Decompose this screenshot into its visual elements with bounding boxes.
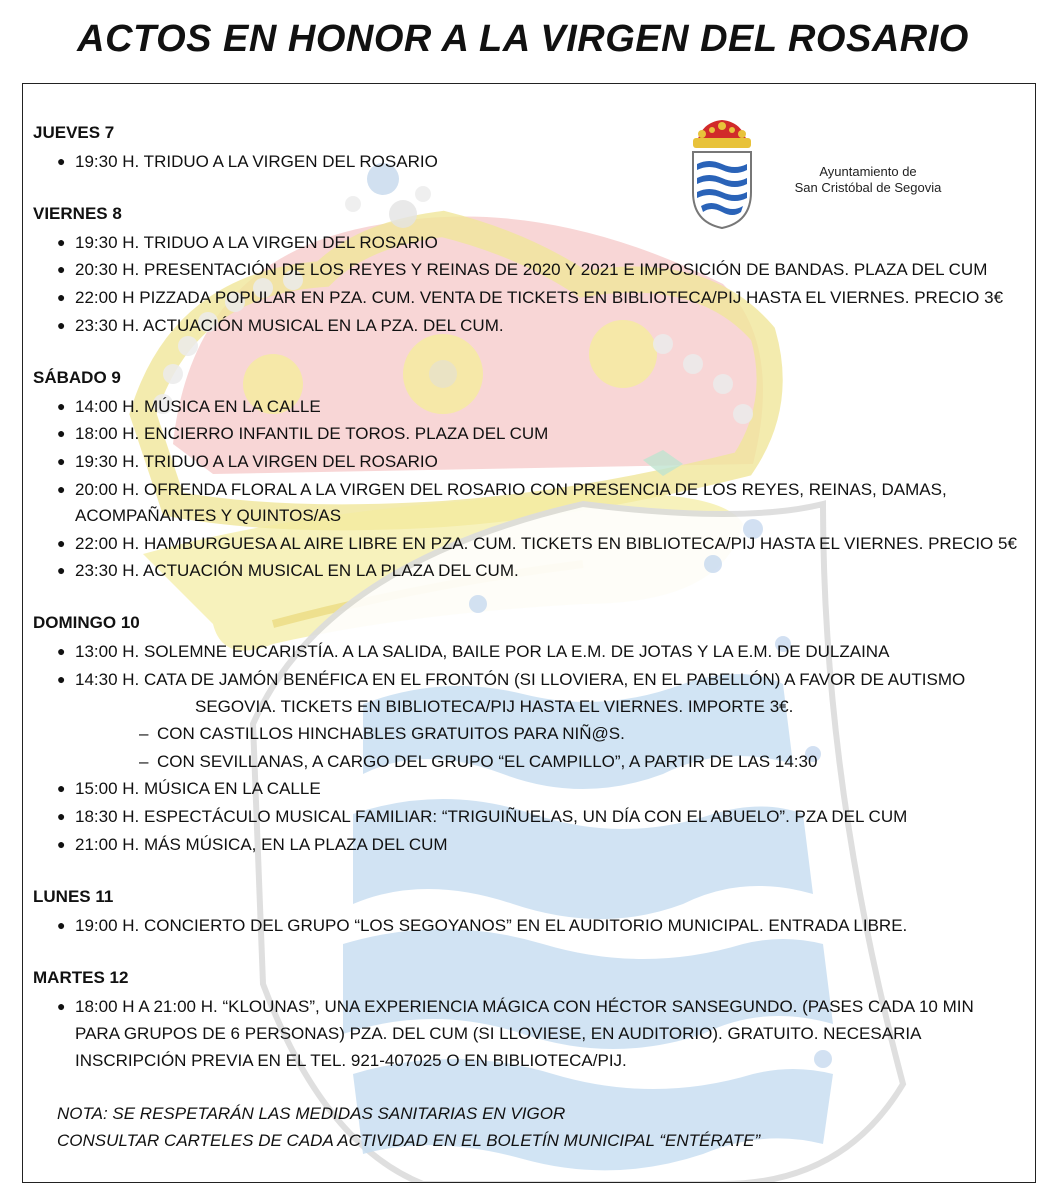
day-heading: MARTES 12 bbox=[33, 968, 129, 987]
bullet-icon: ● bbox=[57, 234, 66, 250]
list-item: 21:00 H. MÁS MÚSICA, EN LA PLAZA DEL CUM bbox=[75, 835, 448, 854]
list-item: 19:30 H. TRIDUO A LA VIRGEN DEL ROSARIO bbox=[75, 233, 438, 252]
list-item-continuation: ACOMPAÑANTES Y QUINTOS/AS bbox=[75, 506, 342, 525]
bullet-icon: ● bbox=[57, 671, 66, 687]
bullet-icon: ● bbox=[57, 836, 66, 852]
list-item-continuation: INSCRIPCIÓN PREVIA EN EL TEL. 921-407025 O EN BIBLIOTECA/PIJ. bbox=[75, 1051, 627, 1070]
sub-item: CON SEVILLANAS, A CARGO DEL GRUPO “EL CAMPILLO”, A PARTIR DE LAS 14:30 bbox=[157, 752, 818, 771]
bullet-icon: ● bbox=[57, 453, 66, 469]
bullet-icon: ● bbox=[57, 261, 66, 277]
day-heading: SÁBADO 9 bbox=[33, 368, 121, 387]
list-item: 20:00 H. OFRENDA FLORAL A LA VIRGEN DEL ROSARIO CON PRESENCIA DE LOS REYES, REINAS, DAMAS, bbox=[75, 480, 947, 499]
bullet-icon: ● bbox=[57, 425, 66, 441]
bullet-icon: ● bbox=[57, 317, 66, 333]
bullet-icon: ● bbox=[57, 562, 66, 578]
day-heading: LUNES 11 bbox=[33, 887, 114, 906]
page-title: ACTOS EN HONOR A LA VIRGEN DEL ROSARIO bbox=[77, 18, 969, 60]
list-item-continuation: PARA GRUPOS DE 6 PERSONAS) PZA. DEL CUM (SI LLOVIESE, EN AUDITORIO). GRATUITO. NECESARIA bbox=[75, 1024, 922, 1043]
dash-bullet: – bbox=[139, 752, 149, 771]
bullet-icon: ● bbox=[57, 535, 66, 551]
municipal-shield-logo bbox=[687, 112, 757, 230]
list-item: 19:30 H. TRIDUO A LA VIRGEN DEL ROSARIO bbox=[75, 152, 438, 171]
bullet-icon: ● bbox=[57, 808, 66, 824]
program-frame bbox=[22, 83, 1036, 1183]
list-item: 22:00 H PIZZADA POPULAR EN PZA. CUM. VENTA DE TICKETS EN BIBLIOTECA/PIJ HASTA EL VIERNES. PRECIO 3€ bbox=[75, 288, 1004, 307]
list-item: 15:00 H. MÚSICA EN LA CALLE bbox=[75, 779, 321, 798]
list-item: 20:30 H. PRESENTACIÓN DE LOS REYES Y REINAS DE 2020 Y 2021 E IMPOSICIÓN DE BANDAS. PLAZA DEL CUM bbox=[75, 260, 988, 279]
list-item: 14:00 H. MÚSICA EN LA CALLE bbox=[75, 397, 321, 416]
list-item: 13:00 H. SOLEMNE EUCARISTÍA. A LA SALIDA, BAILE POR LA E.M. DE JOTAS Y LA E.M. DE DULZAINA bbox=[75, 642, 890, 661]
day-heading: DOMINGO 10 bbox=[33, 613, 140, 632]
note-line: NOTA: SE RESPETARÁN LAS MEDIDAS SANITARIAS EN VIGOR bbox=[57, 1104, 566, 1123]
list-item: 22:00 H. HAMBURGUESA AL AIRE LIBRE EN PZA. CUM. TICKETS EN BIBLIOTECA/PIJ HASTA EL VIERNES. PRECIO 5€ bbox=[75, 534, 1017, 553]
bullet-icon: ● bbox=[57, 643, 66, 659]
list-item: 19:30 H. TRIDUO A LA VIRGEN DEL ROSARIO bbox=[75, 452, 438, 471]
ayuntamiento-label bbox=[768, 164, 968, 196]
list-item: 18:30 H. ESPECTÁCULO MUSICAL FAMILIAR: “TRIGUIÑUELAS, UN DÍA CON EL ABUELO”. PZA DEL CUM bbox=[75, 807, 908, 826]
list-item-continuation: SEGOVIA. TICKETS EN BIBLIOTECA/PIJ HASTA EL VIERNES. IMPORTE 3€. bbox=[195, 697, 794, 716]
list-item: 18:00 H A 21:00 H. “KLOUNAS”, UNA EXPERIENCIA MÁGICA CON HÉCTOR SANSEGUNDO. (PASES CADA 10 MIN bbox=[75, 997, 974, 1016]
list-item: 18:00 H. ENCIERRO INFANTIL DE TOROS. PLAZA DEL CUM bbox=[75, 424, 549, 443]
bullet-icon: ● bbox=[57, 481, 66, 497]
list-item: 14:30 H. CATA DE JAMÓN BENÉFICA EN EL FRONTÓN (SI LLOVIERA, EN EL PABELLÓN) A FAVOR DE AUTISMO bbox=[75, 670, 966, 689]
dash-bullet: – bbox=[139, 724, 149, 743]
list-item: 23:30 H. ACTUACIÓN MUSICAL EN LA PZA. DEL CUM. bbox=[75, 316, 504, 335]
list-item: 19:00 H. CONCIERTO DEL GRUPO “LOS SEGOYANOS” EN EL AUDITORIO MUNICIPAL. ENTRADA LIBRE. bbox=[75, 916, 908, 935]
ayuntamiento-line2: San Cristóbal de Segovia bbox=[794, 180, 942, 195]
list-item: 23:30 H. ACTUACIÓN MUSICAL EN LA PLAZA DEL CUM. bbox=[75, 561, 519, 580]
bullet-icon: ● bbox=[57, 153, 66, 169]
bullet-icon: ● bbox=[57, 998, 66, 1014]
note-line: CONSULTAR CARTELES DE CADA ACTIVIDAD EN EL BOLETÍN MUNICIPAL “ENTÉRATE” bbox=[57, 1131, 761, 1150]
bullet-icon: ● bbox=[57, 398, 66, 414]
day-heading: VIERNES 8 bbox=[33, 204, 122, 223]
bullet-icon: ● bbox=[57, 780, 66, 796]
sub-item: CON CASTILLOS HINCHABLES GRATUITOS PARA NIÑ@S. bbox=[157, 724, 625, 743]
day-heading: JUEVES 7 bbox=[33, 123, 115, 142]
ayuntamiento-line1: Ayuntamiento de bbox=[819, 164, 917, 179]
bullet-icon: ● bbox=[57, 289, 66, 305]
bullet-icon: ● bbox=[57, 917, 66, 933]
